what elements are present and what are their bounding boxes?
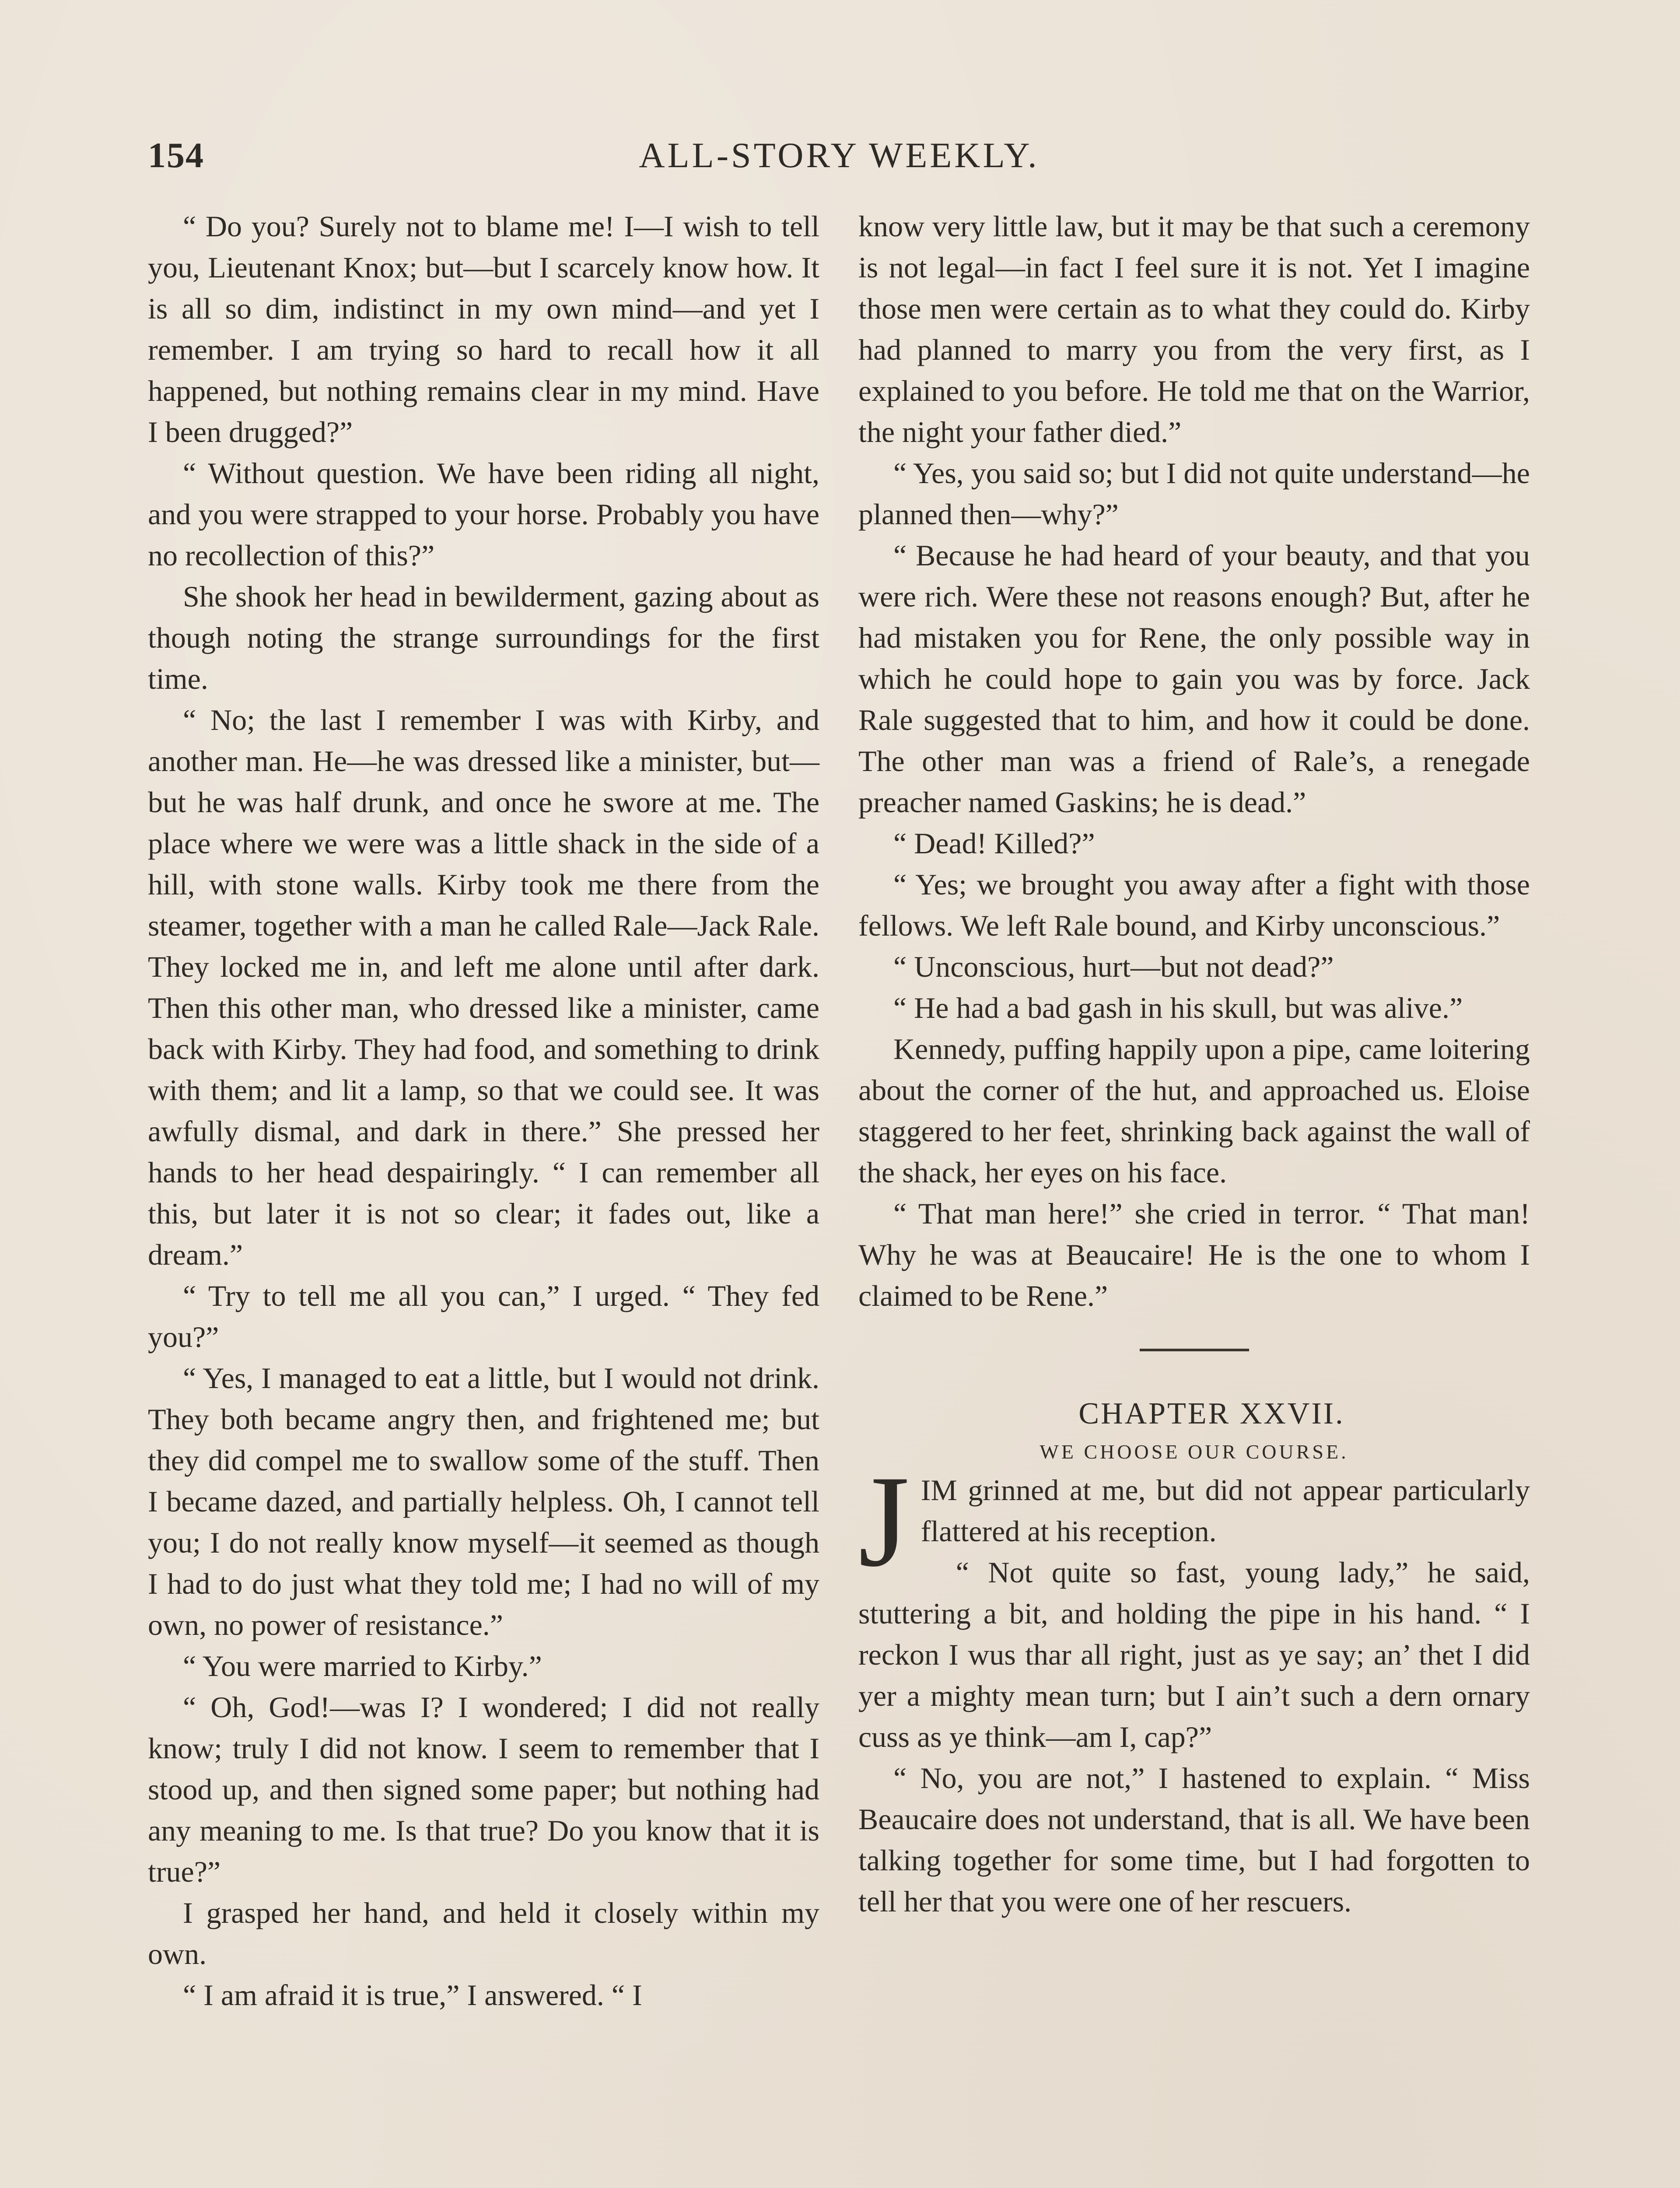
paragraph: I grasped her hand, and held it closely within my own. bbox=[148, 1896, 819, 1971]
page-number: 154 bbox=[148, 135, 204, 175]
paragraph: “ He had a bad gash in his skull, but was alive.” bbox=[893, 991, 1463, 1024]
chapter-subtitle: WE CHOOSE OUR COURSE. bbox=[1040, 1441, 1349, 1463]
chapter-title: CHAPTER XXVII. bbox=[1078, 1397, 1345, 1431]
page-header bbox=[148, 131, 1530, 179]
left-column bbox=[148, 206, 819, 2016]
paragraph: “ Without question. We have been riding all night, and you were strapped to your horse. Probably you have no recollection of this?” bbox=[148, 456, 819, 572]
paragraph: “ That man here!” she cried in terror. “ That man! Why he was at Beaucaire! He is the one to whom I claimed to be Rene.” bbox=[858, 1197, 1530, 1312]
paragraph: “ Because he had heard of your beauty, and that you were rich. Were these not reasons enough? But, after he had mistaken you for Rene, the only possible way in which he could hope to gain you was by force. Jack Rale suggested that to him, and how it could be done. The other man was a friend of Rale’s, a renegade preacher named Gaskins; he is dead.” bbox=[858, 539, 1530, 819]
paragraph: “ Do you? Surely not to blame me! I—I wish to tell you, Lieutenant Knox; but—but I scarcely know how. It is all so dim, indistinct in my own mind—and yet I remember. I am trying so hard to recall how it all happened, but nothing remains clear in my mind. Have I been drugged?” bbox=[148, 210, 819, 449]
paragraph: “ Unconscious, hurt—but not dead?” bbox=[893, 950, 1334, 983]
section-divider bbox=[1140, 1349, 1249, 1351]
paragraph: “ Yes, you said so; but I did not quite understand—he planned then—why?” bbox=[858, 456, 1530, 531]
right-column bbox=[858, 206, 1530, 1922]
running-head: ALL-STORY WEEKLY. bbox=[639, 135, 1040, 175]
drop-cap: J bbox=[858, 1448, 910, 1594]
paragraph: “ Try to tell me all you can,” I urged. “ They fed you?” bbox=[148, 1279, 819, 1353]
paragraph: “ No, you are not,” I hastened to explain. “ Miss Beaucaire does not understand, that is all. We have been talking together for some time, but I had forgotten to tell her that you were one of her rescuers. bbox=[858, 1761, 1530, 1918]
opening-text: IM grinned at me, but did not appear particularly flattered at his reception. bbox=[920, 1473, 1530, 1548]
paragraph: “ Dead! Killed?” bbox=[893, 827, 1095, 860]
paragraph-continued: know very little law, but it may be that such a ceremony is not legal—in fact I feel sure it is not. Yet I imagine those men were certain as to what they could do. Kirby had planned to marry you from the very first, as I explained to you before. He told me that on the Warrior, the night your father died.” bbox=[858, 210, 1530, 449]
paragraph: She shook her head in bewilderment, gazing about as though noting the strange surroundings for the first time. bbox=[148, 580, 819, 695]
paragraph: “ Oh, God!—was I? I wondered; I did not really know; truly I did not know. I seem to remember that I stood up, and then signed some paper; but nothing had any meaning to me. Is that true? Do you know that it is true?” bbox=[148, 1690, 819, 1888]
paragraph: “ I am afraid it is true,” I answered. “ I bbox=[183, 1978, 642, 2012]
paragraph: “ No; the last I remember I was with Kirby, and another man. He—he was dressed like a minister, but—but he was half drunk, and once he swore at me. The place where we were was a little shack in the side of a hill, with stone walls. Kirby took me there from the steamer, together with a man he called Rale—Jack Rale. They locked me in, and left me alone until after dark. Then this other man, who dressed like a minister, came back with Kirby. They had food, and something to drink with them; and lit a lamp, so that we could see. It was awfully dismal, and dark in there.” She pressed her hands to her head despairingly. “ I can remember all this, but later it is not so clear; it fades out, like a dream.” bbox=[148, 703, 819, 1271]
paragraph: “ You were married to Kirby.” bbox=[183, 1649, 542, 1683]
paragraph: “ Yes; we brought you away after a fight with those fellows. We left Rale bound, and Kirby unconscious.” bbox=[858, 868, 1530, 942]
paragraph: “ Not quite so fast, young lady,” he said, stuttering a bit, and holding the pipe in his hand. “ I reckon I wus thar all right, just as ye say; an’ thet I did yer a mighty mean turn; but I ain’t such a dern ornary cuss as ye think—am I, cap?” bbox=[858, 1556, 1530, 1753]
paragraph: Kennedy, puffing happily upon a pipe, came loitering about the corner of the hut, and approached us. Eloise staggered to her feet, shrinking back against the wall of the shack, her eyes on his face. bbox=[858, 1032, 1530, 1189]
paragraph: “ Yes, I managed to eat a little, but I would not drink. They both became angry then, and frightened me; but they did compel me to swallow some of the stuff. Then I became dazed, and partially helpless. Oh, I cannot tell you; I do not really know myself—it seemed as though I had to do just what they told me; I had no will of my own, no power of resistance.” bbox=[148, 1361, 819, 1641]
